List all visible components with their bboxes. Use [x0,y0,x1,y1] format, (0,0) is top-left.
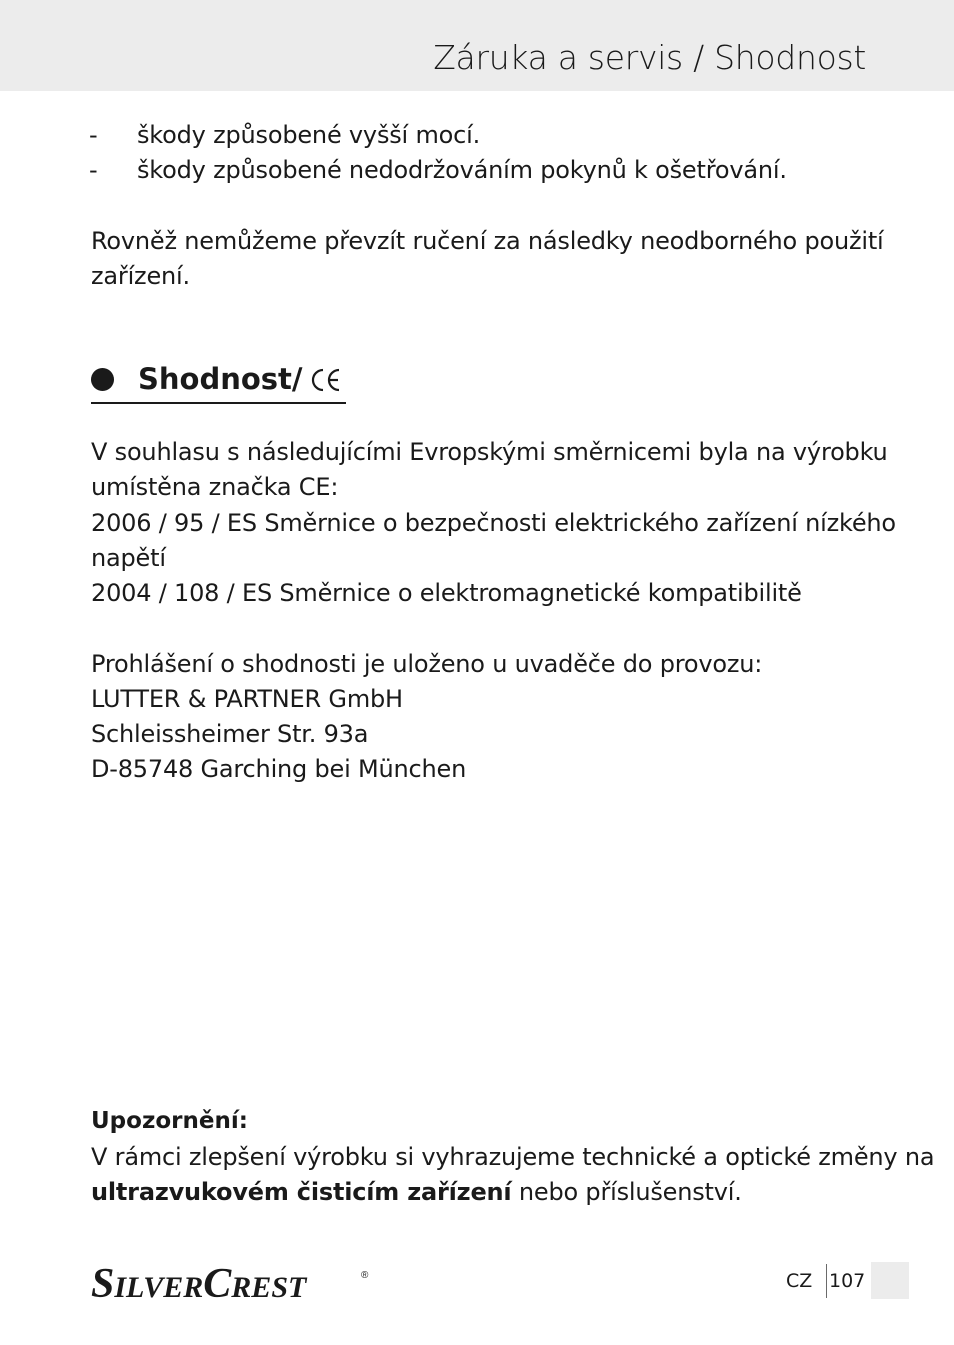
svg-text:®: ® [361,1270,369,1281]
company-city: D-85748 Garching bei München [91,755,467,783]
note-line-2 [91,1175,742,1210]
conformity-line-1: V souhlasu s následujícími Evropskými směrnicemi byla na výrobku [91,438,888,466]
company-street: Schleissheimer Str. 93a [91,720,369,748]
note-line-1: V rámci zlepšení výrobku si vyhrazujeme technické a optické změny na [91,1143,935,1171]
section-title: Shodnost/ [138,362,303,396]
directive-low-voltage: 2006 / 95 / ES Směrnice o bezpečnosti elektrického zařízení nízkého [91,509,896,537]
note-line-2-rest: nebo příslušenství. [511,1178,742,1206]
liability-line-2: zařízení. [91,262,190,290]
ce-mark-icon [310,367,342,393]
note-title: Upozornění: [91,1108,248,1134]
silvercrest-logo [91,1262,376,1304]
footer-separator [826,1264,827,1298]
bullet-item-force-majeure: škody způsobené vyšší mocí. [137,121,480,149]
page-number: 107 [829,1270,866,1292]
page-title: Záruka a servis / Shodnost [433,38,866,77]
conformity-line-2: umístěna značka CE: [91,473,339,501]
footer-language: CZ [786,1270,813,1292]
bullet-dash: - [89,156,98,184]
svg-text:SILVERCREST: SILVERCREST [91,1262,307,1304]
bullet-dot-icon [91,368,114,391]
declaration-line: Prohlášení o shodnosti je uloženo u uvaděče do provozu: [91,650,763,678]
note-emphasis: ultrazvukovém čisticím zařízení [91,1178,512,1206]
directive-low-voltage-cont: napětí [91,544,166,572]
directive-emc: 2004 / 108 / ES Směrnice o elektromagnetické kompatibilitě [91,579,802,607]
bullet-dash: - [89,121,98,149]
liability-line-1: Rovněž nemůžeme převzít ručení za následky neodborného použití [91,227,884,255]
footer-tab-box [871,1262,909,1299]
bullet-item-care-instructions: škody způsobené nedodržováním pokynů k ošetřování. [137,156,787,184]
company-name: LUTTER & PARTNER GmbH [91,685,403,713]
section-heading-conformity [91,360,346,404]
